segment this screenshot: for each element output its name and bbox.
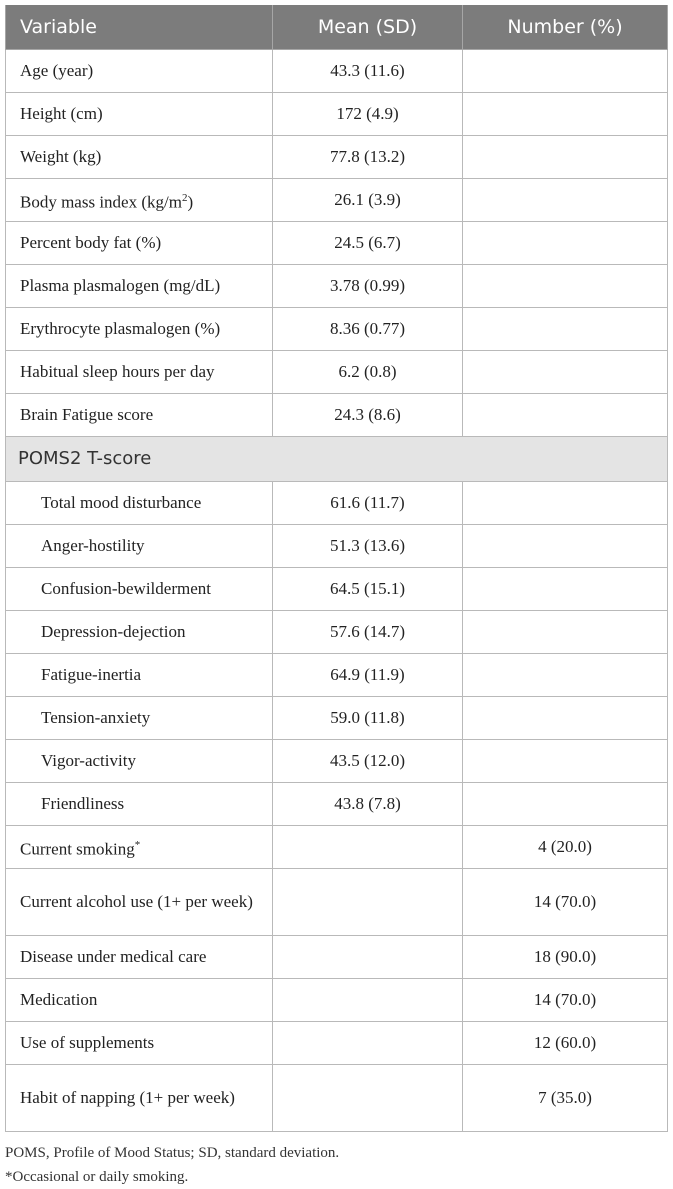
mean-cell: 43.5 (12.0) — [273, 740, 463, 783]
variable-cell: Total mood disturbance — [6, 482, 273, 525]
number-cell — [463, 525, 668, 568]
number-cell — [463, 179, 668, 222]
table-row — [6, 568, 668, 611]
number-cell — [463, 568, 668, 611]
variable-cell: Percent body fat (%) — [6, 222, 273, 265]
variable-cell: Confusion-bewilderment — [6, 568, 273, 611]
number-cell: 7 (35.0) — [463, 1065, 668, 1132]
mean-cell — [273, 1065, 463, 1132]
mean-cell: 3.78 (0.99) — [273, 265, 463, 308]
number-cell: 4 (20.0) — [463, 826, 668, 869]
table-row — [6, 979, 668, 1022]
table-row — [6, 50, 668, 93]
variable-text: Body mass index (kg/m — [20, 192, 182, 212]
variable-text-tail: ) — [187, 192, 194, 212]
mean-cell: 57.6 (14.7) — [273, 611, 463, 654]
variable-cell: Habit of napping (1+ per week) — [6, 1065, 273, 1132]
variable-cell: Fatigue-inertia — [6, 654, 273, 697]
mean-cell: 51.3 (13.6) — [273, 525, 463, 568]
table-row — [6, 869, 668, 936]
number-cell — [463, 611, 668, 654]
variable-cell: Friendliness — [6, 783, 273, 826]
variable-cell: Current alcohol use (1+ per week) — [6, 869, 273, 936]
mean-cell — [273, 869, 463, 936]
number-cell: 14 (70.0) — [463, 979, 668, 1022]
number-cell — [463, 308, 668, 351]
mean-cell: 64.9 (11.9) — [273, 654, 463, 697]
table-row — [6, 936, 668, 979]
table-row — [6, 482, 668, 525]
variable-cell: Brain Fatigue score — [6, 394, 273, 437]
variable-text: Current smoking — [20, 839, 135, 859]
number-cell: 14 (70.0) — [463, 869, 668, 936]
mean-cell: 24.5 (6.7) — [273, 222, 463, 265]
variable-cell: Anger-hostility — [6, 525, 273, 568]
number-cell — [463, 482, 668, 525]
header-mean-sd: Mean (SD) — [273, 5, 463, 50]
number-cell — [463, 136, 668, 179]
table-row — [6, 826, 668, 869]
number-cell — [463, 740, 668, 783]
mean-cell: 26.1 (3.9) — [273, 179, 463, 222]
mean-cell — [273, 1022, 463, 1065]
footnote-smoking: *Occasional or daily smoking. — [5, 1169, 189, 1185]
variable-cell — [6, 179, 273, 222]
mean-cell — [273, 936, 463, 979]
mean-cell — [273, 979, 463, 1022]
table-row — [6, 783, 668, 826]
mean-cell: 8.36 (0.77) — [273, 308, 463, 351]
variable-cell: Plasma plasmalogen (mg/dL) — [6, 265, 273, 308]
table-footnotes — [5, 1141, 667, 1189]
variable-cell: Tension-anxiety — [6, 697, 273, 740]
number-cell — [463, 265, 668, 308]
mean-cell: 6.2 (0.8) — [273, 351, 463, 394]
mean-cell: 24.3 (8.6) — [273, 394, 463, 437]
header-variable: Variable — [6, 5, 273, 50]
number-cell — [463, 351, 668, 394]
superscript: * — [134, 838, 141, 851]
table-header-row — [6, 5, 668, 50]
table-row — [6, 308, 668, 351]
mean-cell: 172 (4.9) — [273, 93, 463, 136]
superscript: 2 — [181, 191, 188, 204]
number-cell — [463, 222, 668, 265]
variable-cell — [6, 826, 273, 869]
table-row — [6, 1065, 668, 1132]
variable-cell: Medication — [6, 979, 273, 1022]
section-label: POMS2 T-score — [6, 437, 668, 482]
variable-cell: Use of supplements — [6, 1022, 273, 1065]
number-cell — [463, 394, 668, 437]
table-row — [6, 740, 668, 783]
table-row — [6, 222, 668, 265]
number-cell — [463, 654, 668, 697]
number-cell — [463, 50, 668, 93]
table-row — [6, 93, 668, 136]
variable-cell: Weight (kg) — [6, 136, 273, 179]
table-row — [6, 654, 668, 697]
characteristics-table — [5, 5, 668, 1132]
data-table-container — [5, 5, 667, 1189]
number-cell — [463, 93, 668, 136]
mean-cell: 59.0 (11.8) — [273, 697, 463, 740]
mean-cell — [273, 826, 463, 869]
table-row — [6, 265, 668, 308]
variable-cell: Erythrocyte plasmalogen (%) — [6, 308, 273, 351]
table-row — [6, 394, 668, 437]
number-cell — [463, 783, 668, 826]
mean-cell: 61.6 (11.7) — [273, 482, 463, 525]
table-row — [6, 351, 668, 394]
mean-cell: 64.5 (15.1) — [273, 568, 463, 611]
table-row — [6, 611, 668, 654]
number-cell — [463, 697, 668, 740]
mean-cell: 43.8 (7.8) — [273, 783, 463, 826]
variable-cell: Habitual sleep hours per day — [6, 351, 273, 394]
variable-cell: Age (year) — [6, 50, 273, 93]
number-cell: 18 (90.0) — [463, 936, 668, 979]
section-header-row — [6, 437, 668, 482]
table-row — [6, 1022, 668, 1065]
header-number-percent: Number (%) — [463, 5, 668, 50]
mean-cell: 77.8 (13.2) — [273, 136, 463, 179]
table-row — [6, 136, 668, 179]
mean-cell: 43.3 (11.6) — [273, 50, 463, 93]
variable-cell: Disease under medical care — [6, 936, 273, 979]
variable-cell: Depression-dejection — [6, 611, 273, 654]
variable-cell: Height (cm) — [6, 93, 273, 136]
footnote-abbreviations: POMS, Profile of Mood Status; SD, standard deviation. — [5, 1145, 340, 1161]
variable-cell: Vigor-activity — [6, 740, 273, 783]
table-row — [6, 697, 668, 740]
table-row — [6, 179, 668, 222]
number-cell: 12 (60.0) — [463, 1022, 668, 1065]
table-row — [6, 525, 668, 568]
